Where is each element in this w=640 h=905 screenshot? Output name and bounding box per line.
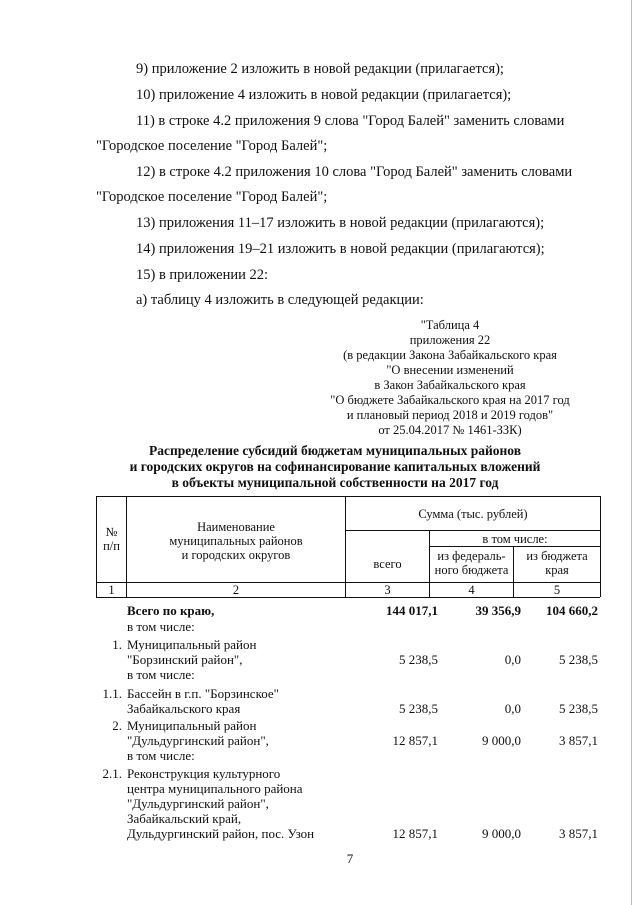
row-name: Всего по краю, (127, 603, 215, 618)
table-title: в объекты муниципальной собственности на 2017 год (171, 475, 499, 490)
col-number: 3 (384, 583, 391, 597)
caption-line: и плановый период 2018 и 2019 годов" (346, 408, 554, 422)
paragraph-13: 13) приложения 11–17 изложить в новой редакции (прилагаются); (136, 215, 545, 231)
row-name: Реконструкция культурного центра муниципального района "Дульдургинский район", Забайкальский край, Дульдургинский район, пос. Узон (127, 766, 315, 841)
row-total: 5 238,5 (399, 701, 438, 716)
col-number: 1 (108, 583, 115, 597)
header-federal: из федераль- ного бюджета (434, 549, 509, 577)
row-num: 2. (112, 718, 122, 733)
row-name: в том числе: (127, 619, 195, 634)
caption-line: приложения 22 (409, 333, 491, 347)
col-number: 2 (232, 583, 240, 597)
row-name: Муниципальный район "Борзинский район", (127, 637, 257, 667)
caption-line: от 25.04.2017 № 1461-ЗЗК) (378, 423, 522, 437)
col-number: 5 (553, 583, 561, 597)
row-total: 5 238,5 (399, 652, 438, 667)
paragraph-11-cont: "Городское поселение "Город Балей"; (96, 138, 328, 154)
caption-line: "О внесении изменений (386, 363, 514, 377)
paragraph-15: 15) в приложении 22: (136, 267, 269, 283)
row-total: 144 017,1 (386, 603, 438, 618)
paragraph-14: 14) приложения 19–21 изложить в новой редакции (прилагаются); (136, 241, 545, 257)
row-name: Муниципальный район "Дульдургинский район", (127, 718, 269, 748)
row-total: 12 857,1 (392, 826, 438, 841)
caption-line: "Таблица 4 (420, 318, 480, 332)
paragraph-10: 10) приложение 4 изложить в новой редакции (прилагается); (136, 87, 512, 103)
row-regional: 3 857,1 (559, 733, 598, 748)
header-sum: Сумма (тыс. рублей) (418, 507, 528, 521)
paragraph-12-cont: "Городское поселение "Город Балей"; (96, 189, 328, 205)
header-including: в том числе: (482, 532, 548, 546)
paragraph-12: 12) в строке 4.2 приложения 10 слова "Город Балей" заменить словами (136, 164, 573, 180)
page-edge (631, 0, 632, 905)
row-num: 1.1. (102, 686, 122, 701)
header-regional: из бюджета края (526, 549, 588, 577)
caption-line: в Закон Забайкальского края (374, 378, 526, 392)
row-total: 12 857,1 (392, 733, 438, 748)
row-name: в том числе: (127, 748, 195, 763)
row-name: Бассейн в г.п. "Борзинское" Забайкальского края (127, 686, 279, 716)
table-title: и городских округов на софинансирование капитальных вложений (129, 459, 541, 474)
header-num: № п/п (103, 525, 120, 553)
col-number: 4 (468, 583, 475, 597)
header-name: Наименование муниципальных районов и городских округов (169, 520, 303, 562)
table-title: Распределение субсидий бюджетам муниципальных районов (148, 443, 522, 458)
paragraph-9: 9) приложение 2 изложить в новой редакции (прилагается); (136, 61, 504, 77)
row-federal: 0,0 (504, 701, 521, 716)
row-federal: 9 000,0 (482, 826, 521, 841)
paragraph-a: а) таблицу 4 изложить в следующей редакции: (136, 292, 424, 308)
caption-line: "О бюджете Забайкальского края на 2017 год (330, 393, 570, 407)
caption-line: (в редакции Закона Забайкальского края (343, 348, 557, 362)
row-num: 1. (112, 637, 122, 652)
row-federal: 39 356,9 (475, 603, 521, 618)
row-federal: 0,0 (504, 652, 521, 667)
row-federal: 9 000,0 (482, 733, 521, 748)
row-regional: 104 660,2 (546, 603, 598, 618)
table-line (345, 530, 600, 531)
row-num: 2.1. (102, 766, 122, 781)
row-name: в том числе: (127, 667, 195, 682)
row-regional: 5 238,5 (559, 652, 598, 667)
paragraph-11: 11) в строке 4.2 приложения 9 слова "Город Балей" заменить словами (136, 113, 565, 129)
table-border-top (96, 496, 600, 497)
header-total: всего (373, 557, 402, 571)
row-regional: 3 857,1 (559, 826, 598, 841)
table-line (600, 496, 601, 597)
table-line (429, 546, 600, 547)
table-line (96, 597, 600, 598)
page-number: 7 (346, 851, 354, 866)
row-regional: 5 238,5 (559, 701, 598, 716)
